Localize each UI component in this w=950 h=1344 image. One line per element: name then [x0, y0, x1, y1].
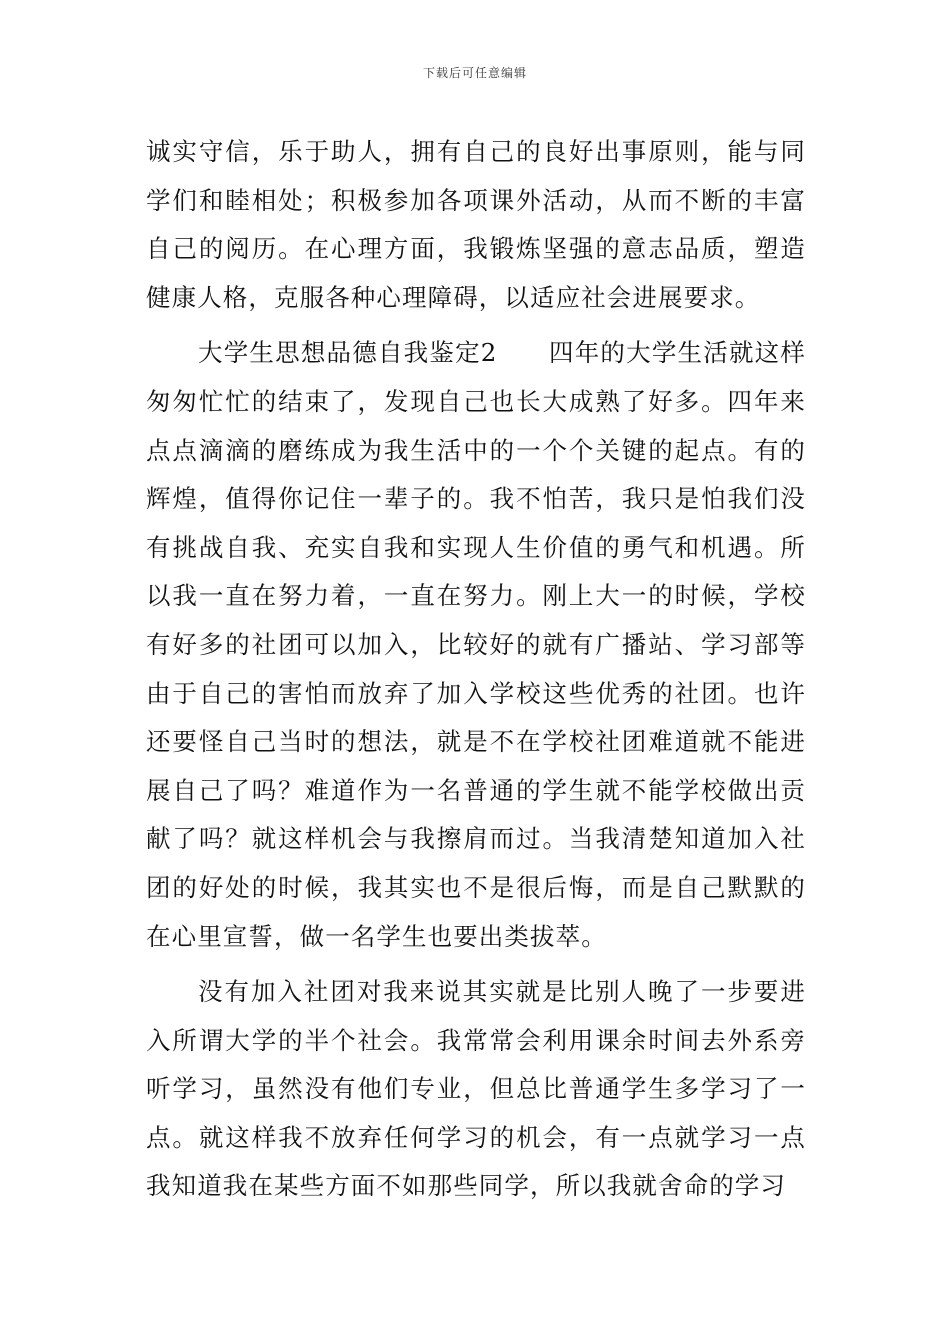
paragraph-3: 没有加入社团对我来说其实就是比别人晚了一步要进入所谓大学的半个社会。我常常会利用课余时间去外系旁听学习，虽然没有他们专业，但总比普通学生多学习了一点。就这样我不放弃任何学习的机会，有一点就学习一点我知道我在某些方面不如那些同学，所以我就舍命的学习: [146, 977, 806, 1201]
page-header-caption: 下载后可任意编辑: [422, 66, 527, 80]
document-body: [146, 128, 806, 1211]
paragraph-1: 诚实守信，乐于助人，拥有自己的良好出事原则，能与同学们和睦相处；积极参加各项课外活动，从而不断的丰富自己的阅历。在心理方面，我锻炼坚强的意志品质，塑造健康人格，克服各种心理障碍，以适应社会进展要求。: [146, 137, 806, 312]
paragraph-2: 大学生思想品德自我鉴定2 四年的大学生活就这样匆匆忙忙的结束了，发现自己也长大成熟了好多。四年来点点滴滴的磨练成为我生活中的一个个关键的起点。有的辉煌，值得你记住一辈子的。我不怕苦，我只是怕我们没有挑战自我、充实自我和实现人生价值的勇气和机遇。所以我一直在努力着，一直在努力。刚上大一的时候，学校有好多的社团可以加入，比较好的就有广播站、学习部等由于自己的害怕而放弃了加入学校这些优秀的社团。也许还要怪自己当时的想法，就是不在学校社团难道就不能进展自己了吗？难道作为一名普通的学生就不能学校做出贡献了吗？就这样机会与我擦肩而过。当我清楚知道加入社团的好处的时候，我其实也不是很后悔，而是自己默默的在心里宣誓，做一名学生也要出类拔萃。: [146, 338, 806, 951]
